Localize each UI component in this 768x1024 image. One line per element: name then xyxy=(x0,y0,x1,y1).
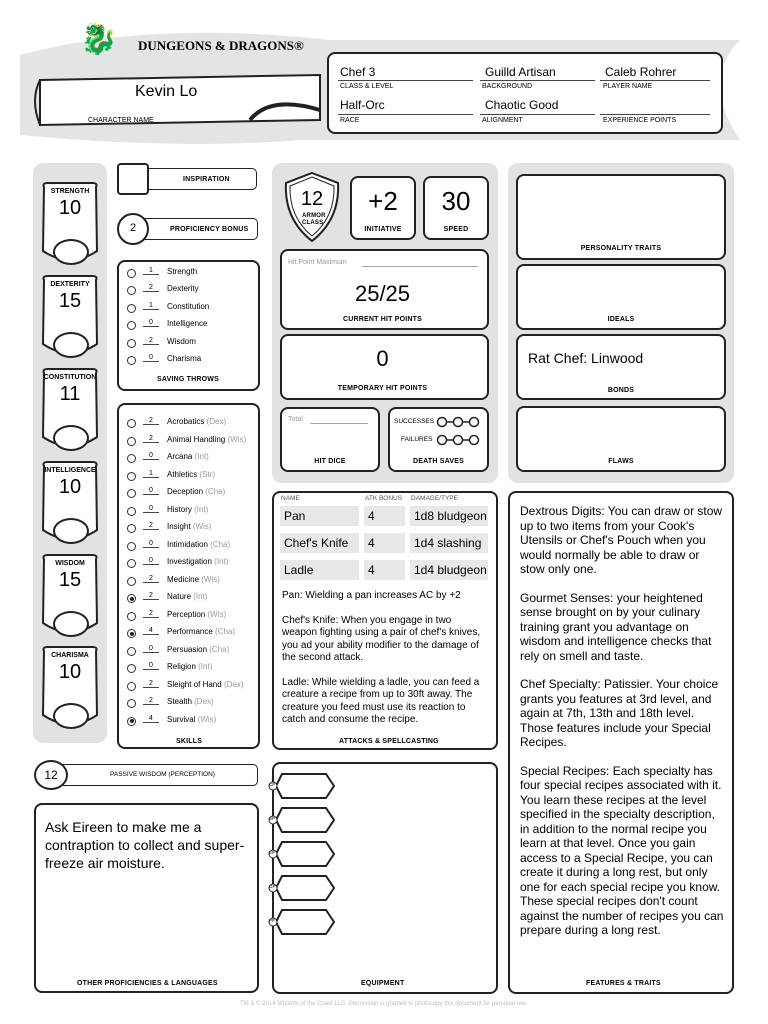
ability-block xyxy=(40,553,100,637)
skill-ability: (Dex) xyxy=(194,697,214,706)
skill-bonus: 0 xyxy=(143,645,159,653)
ability-block xyxy=(40,645,100,729)
skill-name-wrap xyxy=(167,645,229,654)
proficiency-circle[interactable] xyxy=(127,647,136,656)
skill-name-wrap xyxy=(167,662,212,671)
proficiency-circle[interactable] xyxy=(127,507,136,516)
coin-purse-frame xyxy=(268,772,338,800)
proficiency-circle[interactable] xyxy=(127,524,136,533)
skill-name: Religion xyxy=(167,662,196,671)
coin-purse[interactable] xyxy=(268,908,338,936)
ability-score[interactable]: 15 xyxy=(58,290,82,312)
character-name[interactable]: Kevin Lo xyxy=(135,83,198,100)
skill-name: Investigation xyxy=(167,557,212,566)
feature-paragraph: Special Recipes: Each specialty has four special recipes associated with it. You learn these recipes at the level specified in the specialty description, in addition to the normal recipe you learn at that level. Once you gain access to a Special Recipe, you can create it during a long rest, but only one for each special recipe you know. These special recipes don't count against the number of recipes you can prepare during a long rest. xyxy=(520,763,724,937)
saving-throw-name: Dexterity xyxy=(167,284,199,294)
footer-copyright: TM & © 2014 Wizards of the Coast LLC. Permission is granted to photocopy this document for personal use. xyxy=(240,1001,528,1007)
ability-modifier-oval[interactable] xyxy=(53,425,89,451)
skill-name-wrap xyxy=(167,540,230,549)
speed-label: SPEED xyxy=(443,226,469,233)
player-name-value[interactable]: Caleb Rohrer xyxy=(605,65,677,79)
bonds-value[interactable]: Rat Chef: Linwood xyxy=(528,350,644,366)
ability-modifier-oval[interactable] xyxy=(53,239,89,265)
feature-paragraph: Chef Specialty: Patissier. Your choice grants you features at 3rd level, and again at 7th, 13th and 18th level. Those features include your Special Recipes. xyxy=(520,677,719,749)
attack-note: Ladle: While wielding a ladle, you can feed a creature a recipe from up to 30ft away. The creature you feed must use its reaction to catch and consume the recipe. xyxy=(282,676,480,725)
proficiency-circle[interactable] xyxy=(127,682,136,691)
skill-ability: (Wis) xyxy=(227,434,247,444)
coin-label: GP xyxy=(269,884,276,889)
skill-name-wrap xyxy=(167,452,209,461)
hp-max-label: Hit Point Maximum xyxy=(288,259,347,266)
player-name-label: PLAYER NAME xyxy=(603,83,653,90)
personality-traits-label: PERSONALITY TRAITS xyxy=(580,245,662,252)
skill-name-wrap xyxy=(167,610,226,619)
coin-purse-frame xyxy=(268,806,338,834)
proficiency-circle[interactable] xyxy=(127,717,136,726)
proficiency-circle[interactable] xyxy=(127,594,136,603)
proficiency-circle[interactable] xyxy=(127,419,136,428)
attack-bonus[interactable]: 4 xyxy=(364,506,405,526)
ability-modifier-oval[interactable] xyxy=(53,611,89,637)
skill-name-wrap xyxy=(167,715,216,724)
skill-bonus: 4 xyxy=(143,627,159,635)
ability-name: CONSTITUTION xyxy=(43,374,97,381)
skill-bonus: 0 xyxy=(143,487,159,495)
ability-modifier-oval[interactable] xyxy=(53,703,89,729)
attacks-label: ATTACKS & SPELLCASTING xyxy=(339,738,439,745)
saving-throw-bonus: 0 xyxy=(143,354,159,362)
skill-ability: (Int) xyxy=(194,452,209,461)
attack-name[interactable]: Chef's Knife xyxy=(280,533,359,553)
proficiency-circle[interactable] xyxy=(127,286,136,295)
coin-label: SP xyxy=(269,816,276,821)
current-hp-value[interactable]: 25/25 xyxy=(354,281,411,306)
attack-notes xyxy=(282,590,487,739)
skill-name: Animal Handling xyxy=(167,434,226,444)
skill-name: Athletics xyxy=(167,469,198,479)
temp-hp-label: TEMPORARY HIT POINTS xyxy=(337,385,428,392)
proficiency-circle[interactable] xyxy=(127,269,136,278)
proficiency-circle[interactable] xyxy=(127,542,136,551)
ideals-label: IDEALS xyxy=(607,316,635,323)
skill-row[interactable] xyxy=(127,417,252,434)
skill-name-wrap xyxy=(167,697,214,706)
background-label: BACKGROUND xyxy=(482,83,533,90)
bonds-label: BONDS xyxy=(607,387,635,394)
experience-points-line xyxy=(600,114,710,115)
skills-label: SKILLS xyxy=(176,738,203,745)
coin-purse-frame xyxy=(268,874,338,902)
successes-label: SUCCESSES xyxy=(394,418,435,425)
attacks-col-bonus: ATK BONUS xyxy=(365,495,403,502)
saving-throw-bonus: 1 xyxy=(143,267,159,275)
saving-throw-bonus: 1 xyxy=(143,302,159,310)
coin-purse[interactable] xyxy=(268,806,338,834)
saving-throw-bonus: 2 xyxy=(143,284,159,292)
inspiration-label: INSPIRATION xyxy=(183,176,230,183)
saving-throw-name: Wisdom xyxy=(167,336,196,346)
hit-dice-total-label: Total xyxy=(288,416,303,423)
skill-bonus: 0 xyxy=(143,505,159,513)
skill-bonus: 0 xyxy=(143,662,159,670)
skill-bonus: 1 xyxy=(143,470,159,478)
skill-ability: (Dex) xyxy=(206,417,227,426)
attack-note: Pan: Wielding a pan increases AC by +2 xyxy=(282,590,461,601)
attack-damage[interactable]: 1d4 slashing xyxy=(410,533,488,553)
skill-name-wrap xyxy=(167,680,244,689)
class-level-value[interactable]: Chef 3 xyxy=(340,65,376,79)
skill-bonus: 2 xyxy=(143,575,159,583)
alignment-label: ALIGNMENT xyxy=(482,117,523,124)
ability-block xyxy=(40,367,100,451)
ability-block xyxy=(40,181,100,265)
skill-name-wrap xyxy=(167,435,246,444)
skill-name: Sleight of Hand xyxy=(167,679,222,689)
skill-ability: (Cha) xyxy=(205,487,226,496)
hp-max-line xyxy=(362,266,478,267)
flaws-label: FLAWS xyxy=(608,458,634,465)
alignment-line xyxy=(480,114,595,115)
skill-name-wrap xyxy=(167,505,208,514)
passive-wisdom-row xyxy=(34,760,259,792)
ability-name: WISDOM xyxy=(55,560,85,567)
features-text[interactable] xyxy=(520,504,726,952)
skill-row[interactable] xyxy=(127,697,252,714)
skill-row[interactable] xyxy=(127,680,252,697)
skill-ability: (Cha) xyxy=(210,539,231,549)
initiative-value[interactable]: +2 xyxy=(368,186,398,216)
skill-bonus: 2 xyxy=(143,680,159,688)
armor-class-label: ARMOR CLASS xyxy=(302,213,326,226)
death-save-circles[interactable] xyxy=(436,414,480,450)
ability-score[interactable]: 11 xyxy=(59,383,81,405)
skill-ability: (Int) xyxy=(193,592,208,601)
skill-name: Stealth xyxy=(167,697,192,706)
ability-block xyxy=(40,460,100,544)
skill-row[interactable] xyxy=(127,627,252,644)
skill-row[interactable] xyxy=(127,470,252,487)
inspiration-box[interactable] xyxy=(117,163,149,195)
proficiency-bonus-value: 2 xyxy=(129,222,137,234)
equipment-label: EQUIPMENT xyxy=(361,980,405,987)
skill-ability: (Str) xyxy=(199,469,216,479)
skill-name: Insight xyxy=(167,522,191,531)
class-level-line xyxy=(338,80,473,81)
hit-dice-total-line xyxy=(310,423,368,424)
dragon-logo-icon: 🐉 xyxy=(80,23,118,56)
saving-throw-bonus: 2 xyxy=(143,337,159,345)
skill-name: Acrobatics xyxy=(167,417,205,426)
skill-name: Perception xyxy=(167,609,206,619)
coin-label: EP xyxy=(269,850,276,855)
ability-block xyxy=(40,274,100,358)
passive-wisdom-value: 12 xyxy=(44,768,58,782)
race-label: RACE xyxy=(340,117,360,124)
skill-name: Survival xyxy=(167,714,196,724)
skill-bonus: 2 xyxy=(143,417,159,425)
skill-ability: (Cha) xyxy=(209,644,230,654)
other-proficiencies-text[interactable]: Ask Eireen to make me a contraption to collect and super-freeze air moisture. xyxy=(45,819,245,871)
skill-name: Intimidation xyxy=(167,539,208,549)
skill-row[interactable] xyxy=(127,610,252,627)
coin-purse-frame xyxy=(268,908,338,936)
skill-name-wrap xyxy=(167,557,228,566)
saving-throw-name: Charisma xyxy=(167,354,202,363)
experience-points-label: EXPERIENCE POINTS xyxy=(603,117,677,124)
proficiency-circle[interactable] xyxy=(127,472,136,481)
skill-bonus: 2 xyxy=(143,697,159,705)
skill-row[interactable] xyxy=(127,715,252,732)
proficiency-circle[interactable] xyxy=(127,664,136,673)
skill-row[interactable] xyxy=(127,645,252,662)
hit-dice-label: HIT DICE xyxy=(314,458,346,465)
failures-label: FAILURES xyxy=(401,436,433,443)
saving-throw-name: Intelligence xyxy=(167,319,208,329)
coin-purse[interactable] xyxy=(268,772,338,800)
character-name-label: CHARACTER NAME xyxy=(88,117,154,124)
skill-row[interactable] xyxy=(127,452,252,469)
skill-bonus: 2 xyxy=(143,592,159,600)
saving-throw-row[interactable] xyxy=(127,302,252,319)
skill-name-wrap xyxy=(167,575,220,584)
saving-throw-name: Constitution xyxy=(167,301,210,311)
skill-bonus: 2 xyxy=(143,435,159,443)
feature-paragraph: Dextrous Digits: You can draw or stow up to two items from your Cook's Utensils or Chef's Pouch when you would normally be able to draw or stow only one. xyxy=(520,504,723,576)
proficiency-circle[interactable] xyxy=(127,454,136,463)
skill-row[interactable] xyxy=(127,487,252,504)
skill-row[interactable] xyxy=(127,505,252,522)
skill-name: Arcana xyxy=(167,452,193,461)
ability-name: STRENGTH xyxy=(50,188,90,195)
skill-row[interactable] xyxy=(127,662,252,679)
skill-name-wrap xyxy=(167,417,226,426)
temp-hp-value[interactable]: 0 xyxy=(376,346,389,371)
skill-bonus: 4 xyxy=(143,715,159,723)
armor-class-value[interactable]: 12 xyxy=(300,188,324,210)
attack-name[interactable]: Pan xyxy=(280,506,359,526)
ability-name: INTELLIGENCE xyxy=(44,467,96,474)
skill-name: History xyxy=(167,504,192,514)
background-line xyxy=(480,80,595,81)
skill-row[interactable] xyxy=(127,540,252,557)
coin-purse-frame xyxy=(268,840,338,868)
ability-score[interactable]: 15 xyxy=(58,569,82,591)
proficiency-circle[interactable] xyxy=(127,559,136,568)
proficiency-circle[interactable] xyxy=(127,321,136,330)
proficiency-circle[interactable] xyxy=(127,629,136,638)
skill-name-wrap xyxy=(167,522,211,531)
coin-label: CP xyxy=(269,782,276,787)
initiative-label: INITIATIVE xyxy=(364,226,402,233)
proficiency-circle[interactable] xyxy=(127,612,136,621)
saving-throw-row[interactable] xyxy=(127,284,252,301)
race-line xyxy=(338,114,473,115)
skill-ability: (Int) xyxy=(198,662,213,671)
skill-bonus: 0 xyxy=(143,452,159,460)
skill-row[interactable] xyxy=(127,435,252,452)
saving-throws-label: SAVING THROWS xyxy=(157,376,219,383)
skill-ability: (Wis) xyxy=(201,574,220,584)
skill-name-wrap xyxy=(167,487,225,496)
skill-row[interactable] xyxy=(127,557,252,574)
proficiency-circle[interactable] xyxy=(127,339,136,348)
saving-throw-row[interactable] xyxy=(127,354,252,371)
attack-name[interactable]: Ladle xyxy=(280,560,359,580)
skill-name-wrap xyxy=(167,627,235,636)
skill-row[interactable] xyxy=(127,592,252,609)
proficiency-circle[interactable] xyxy=(127,304,136,313)
proficiency-circle[interactable] xyxy=(127,489,136,498)
skill-name: Nature xyxy=(167,592,192,601)
current-hp-label: CURRENT HIT POINTS xyxy=(342,316,423,323)
skill-ability: (Dex) xyxy=(223,679,244,689)
other-proficiencies-label: OTHER PROFICIENCIES & LANGUAGES xyxy=(77,980,218,987)
coin-label: PP xyxy=(269,918,276,923)
header xyxy=(0,0,768,150)
inspiration-row xyxy=(117,163,260,197)
attacks-col-damage: DAMAGE/TYPE xyxy=(411,495,458,502)
skill-ability: (Wis) xyxy=(192,522,212,531)
ability-score[interactable]: 10 xyxy=(58,197,82,219)
skill-name: Performance xyxy=(167,627,213,636)
brand-logo: DUNGEONS & DRAGONS® xyxy=(138,38,304,53)
proficiency-row xyxy=(117,213,260,247)
skill-bonus: 2 xyxy=(143,522,159,530)
skill-ability: (Wis) xyxy=(207,609,227,619)
skill-name: Medicine xyxy=(167,574,200,584)
proficiency-bonus-label: PROFICIENCY BONUS xyxy=(170,226,249,233)
skill-name-wrap xyxy=(167,592,207,601)
skill-ability: (Int) xyxy=(194,504,209,514)
proficiency-circle[interactable] xyxy=(127,437,136,446)
coin-purse[interactable] xyxy=(268,840,338,868)
ability-name: DEXTERITY xyxy=(50,281,90,288)
player-name-line xyxy=(600,80,710,81)
ability-score[interactable]: 10 xyxy=(58,476,82,498)
ability-name: CHARISMA xyxy=(51,652,89,659)
attack-bonus[interactable]: 4 xyxy=(364,533,405,553)
skill-name: Persuasion xyxy=(167,644,208,654)
skill-ability: (Int) xyxy=(214,557,229,566)
passive-wisdom-label: PASSIVE WISDOM (PERCEPTION) xyxy=(110,771,215,778)
skill-bonus: 0 xyxy=(143,540,159,548)
feature-paragraph: Gourmet Senses: your heightened sense brought on by your culinary training grant you advantage on wisdom and intelligence checks that rely on smell and taste. xyxy=(520,590,712,663)
skill-bonus: 0 xyxy=(143,557,159,565)
proficiency-circle[interactable] xyxy=(127,699,136,708)
attack-note: Chef's Knife: When you engage in two weapon fighting using a pair of chef's knives, you ad your ability modifier to the damage of the second attack. xyxy=(282,614,481,663)
proficiency-circle[interactable] xyxy=(127,577,136,586)
skill-name-wrap xyxy=(167,470,215,479)
skill-ability: (Cha) xyxy=(215,627,236,636)
background-value[interactable]: Guilld Artisan xyxy=(485,65,556,79)
attacks-col-name: NAME xyxy=(281,495,300,502)
skill-bonus: 2 xyxy=(143,610,159,618)
death-saves-label: DEATH SAVES xyxy=(413,458,464,465)
skill-ability: (Wis) xyxy=(197,714,217,724)
attack-damage[interactable]: 1d4 bludgeon xyxy=(410,560,488,580)
skill-row[interactable] xyxy=(127,522,252,539)
ability-modifier-oval[interactable] xyxy=(53,518,89,544)
saving-throw-row[interactable] xyxy=(127,319,252,336)
saving-throw-row[interactable] xyxy=(127,337,252,354)
attack-bonus[interactable]: 4 xyxy=(364,560,405,580)
coin-purse[interactable] xyxy=(268,874,338,902)
attack-damage[interactable]: 1d8 bludgeon xyxy=(410,506,488,526)
alignment-value[interactable]: Chaotic Good xyxy=(485,98,559,112)
saving-throw-bonus: 0 xyxy=(143,319,159,327)
ability-score[interactable]: 10 xyxy=(58,661,82,683)
skill-name: Deception xyxy=(167,487,204,496)
ability-modifier-oval[interactable] xyxy=(53,332,89,358)
saving-throw-name: Strength xyxy=(167,267,198,276)
class-level-label: CLASS & LEVEL xyxy=(340,83,394,90)
saving-throw-row[interactable] xyxy=(127,267,252,284)
race-value[interactable]: Half-Orc xyxy=(340,98,385,112)
speed-value[interactable]: 30 xyxy=(441,186,471,216)
proficiency-circle[interactable] xyxy=(127,356,136,365)
skill-row[interactable] xyxy=(127,575,252,592)
features-label: FEATURES & TRAITS xyxy=(586,980,661,987)
